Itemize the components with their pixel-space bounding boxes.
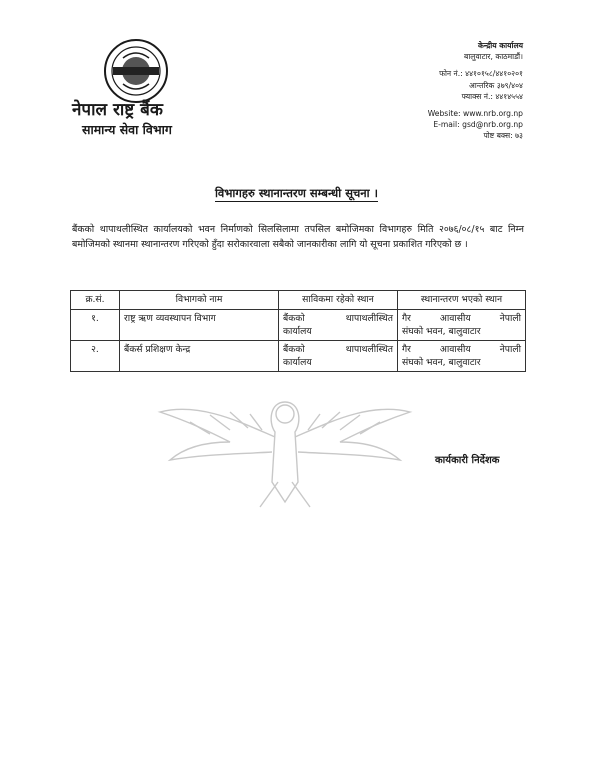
phone-extension: आन्तरिक ३७९/४०४	[469, 80, 523, 90]
header-previous-location: साविकमा रहेको स्थान	[279, 291, 398, 310]
signatory-title: कार्यकारी निर्देशक	[435, 455, 500, 466]
notice-body: बैंकको थापाथलीस्थित कार्यालयको भवन निर्माणको सिलसिलामा तपसिल बमोजिमका विभागहरु मिति २०७६/०८/१५ बाट निम्न बमोजिमको स्थानमा स्थानान्तरण गरिएको हुँदा सरोकारवाला सबैको जानकारीका लागि यो सूचना प्रकाशित गरिएको छ ।	[72, 224, 524, 250]
new-location-line2: संघको भवन, बालुवाटार	[402, 326, 481, 337]
row-previous-location	[279, 310, 398, 341]
office-name: केन्द्रीय कार्यालय	[478, 41, 523, 50]
new-location-line1: गैर आवासीय नेपाली	[402, 344, 521, 355]
header-new-location: स्थानान्तरण भएको स्थान	[398, 291, 526, 310]
bank-name: नेपाल राष्ट्र बैंक	[72, 100, 163, 120]
previous-location-line1: बैंकको थापाथलीस्थित	[283, 344, 393, 355]
table-row	[71, 310, 526, 341]
phone-number: फोन नं.: ४४१०१५८/४४१०२०१	[439, 69, 523, 79]
row-department-name: बैंकर्स प्रशिक्षण केन्द्र	[120, 341, 279, 372]
row-new-location	[398, 341, 526, 372]
email: E-mail: gsd@nrb.org.np	[433, 120, 523, 130]
row-previous-location	[279, 341, 398, 372]
po-box: पोष्ट बक्स: ७३	[483, 131, 523, 141]
website: Website: www.nrb.org.np	[427, 109, 523, 119]
previous-location-line2: कार्यालय	[283, 357, 312, 368]
row-serial: २.	[71, 341, 120, 372]
table-row	[71, 341, 526, 372]
table-header-row	[71, 291, 526, 310]
header-department-name: विभागको नाम	[120, 291, 279, 310]
header-serial: क्र.सं.	[71, 291, 120, 310]
new-location-line2: संघको भवन, बालुवाटार	[402, 357, 481, 368]
department-transfer-table	[70, 290, 526, 372]
row-new-location	[398, 310, 526, 341]
notice-heading-text: विभागहरु स्थानान्तरण सम्बन्धी सूचना ।	[214, 186, 379, 200]
row-department-name: राष्ट्र ऋण व्यवस्थापन विभाग	[120, 310, 279, 341]
office-address: बालुवाटार, काठमाडौं।	[464, 52, 523, 62]
department-name: सामान्य सेवा विभाग	[82, 122, 172, 137]
row-serial: १.	[71, 310, 120, 341]
notice-heading	[0, 186, 593, 201]
contact-block	[333, 40, 523, 142]
new-location-line1: गैर आवासीय नेपाली	[402, 313, 521, 324]
garuda-emblem-watermark	[150, 382, 420, 512]
previous-location-line1: बैंकको थापाथलीस्थित	[283, 313, 393, 324]
previous-location-line2: कार्यालय	[283, 326, 312, 337]
nrb-logo	[103, 38, 169, 104]
fax-number: फ्याक्स नं.: ४४१४५५४	[461, 91, 523, 101]
